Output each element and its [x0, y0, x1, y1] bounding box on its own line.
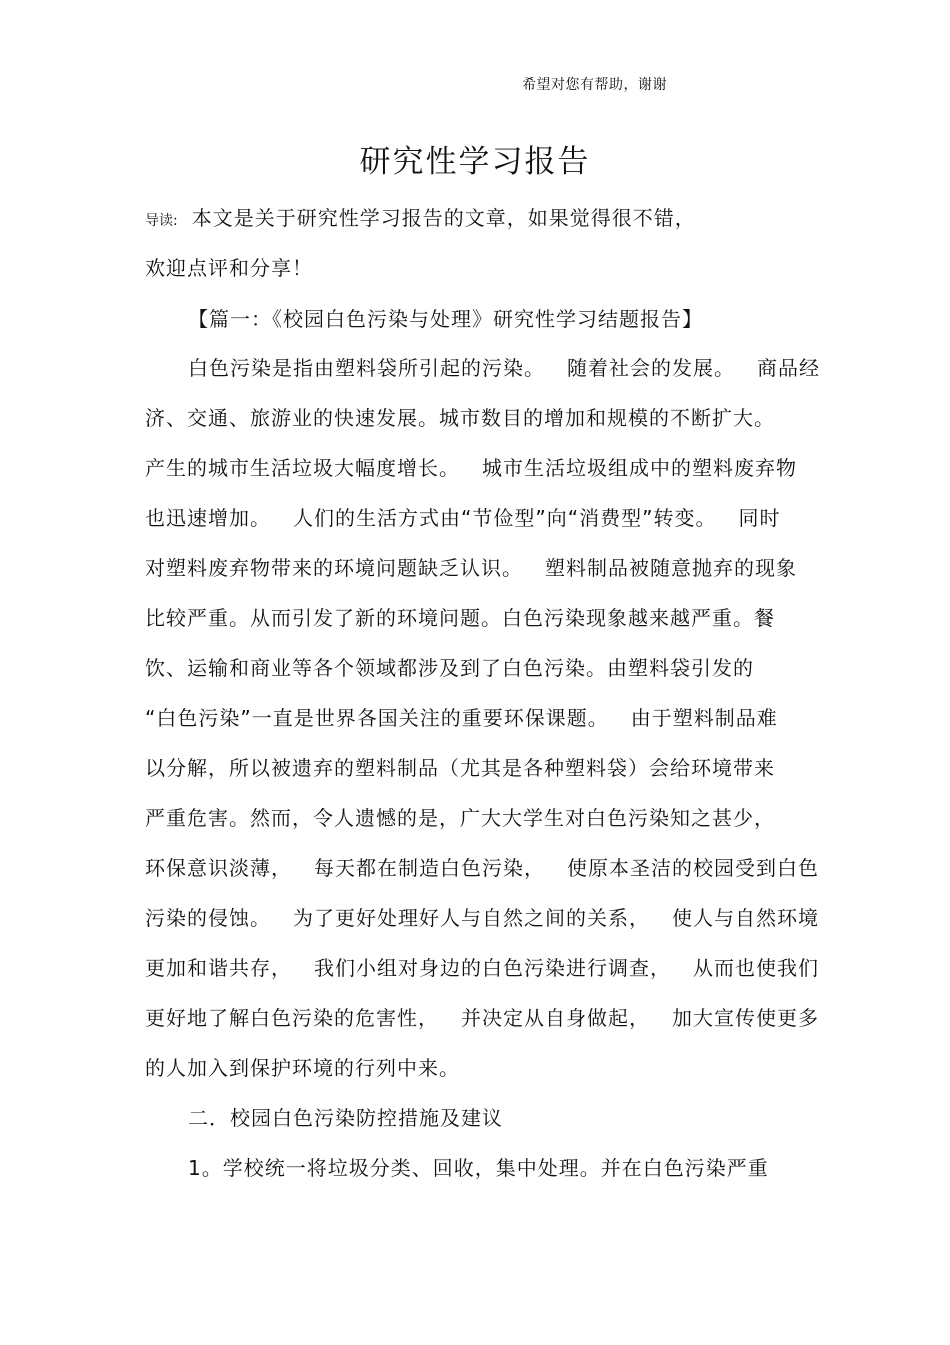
- body-line: [145, 704, 778, 732]
- body-line: [145, 1054, 460, 1082]
- body-line: [145, 504, 780, 532]
- body-text-segment: 人们的生活方式由“节俭型”向“消费型”转变。: [293, 506, 717, 530]
- intro-text-1: 本文是关于研究性学习报告的文章，如果觉得很不错，: [191, 206, 696, 230]
- body-text-segment: 环保意识淡薄，: [145, 856, 292, 880]
- header-note: 希望对您有帮助，谢谢: [522, 77, 667, 93]
- intro-label: 导读:: [145, 213, 178, 229]
- body-line: [145, 804, 775, 832]
- body-line: [145, 404, 775, 432]
- body-line: [145, 904, 819, 932]
- body-text-segment: 使原本圣洁的校园受到白色: [567, 856, 819, 880]
- section-heading: 【篇一：《校园白色污染与处理》研究性学习结题报告】: [188, 307, 703, 331]
- body-text-segment: 同时: [738, 506, 781, 530]
- body-text-segment: 商品经: [757, 356, 820, 380]
- body-text-segment: 也迅速增加。: [145, 506, 271, 530]
- body-text-segment: 每天都在制造白色污染，: [314, 856, 545, 880]
- intro-line-2: 欢迎点评和分享！: [145, 256, 313, 280]
- subheading: 二．校园白色污染防控措施及建议: [188, 1106, 503, 1130]
- body-text-segment: 城市生活垃圾组成中的塑料废弃物: [482, 456, 797, 480]
- body-text-segment: 加大宣传使更多: [672, 1006, 819, 1030]
- body-text-segment: 使人与自然环境: [672, 906, 819, 930]
- body-text-segment: 济、交通、旅游业的快速发展。城市数目的增加和规模的不断扩大。: [145, 406, 775, 430]
- body-text-segment: 塑料制品被随意抛弃的现象: [545, 556, 797, 580]
- body-line: [145, 1004, 819, 1032]
- body-text-segment: 污染的侵蚀。: [145, 906, 271, 930]
- body-line: [145, 654, 754, 682]
- body-line: [145, 754, 775, 782]
- body-text-segment: 由于塑料制品难: [630, 706, 778, 730]
- body-line: [145, 854, 819, 882]
- body-text-segment: 更好地了解白色污染的危害性，: [145, 1006, 439, 1030]
- body-line: [188, 354, 820, 382]
- body-text-segment: 对塑料废弃物带来的环境问题缺乏认识。: [145, 556, 523, 580]
- body-text-segment: 白色污染是指由塑料袋所引起的污染。: [188, 356, 545, 380]
- body-text-segment: 随着社会的发展。: [567, 356, 735, 380]
- intro-line-1: [145, 204, 696, 235]
- body-text-segment: 为了更好处理好人与自然之间的关系，: [293, 906, 650, 930]
- body-text-segment: 更加和谐共存，: [145, 956, 292, 980]
- document-title: 研究性学习报告: [359, 144, 591, 180]
- body-text-segment: 的人加入到保护环境的行列中来。: [145, 1056, 460, 1080]
- body-text-segment: 我们小组对身边的白色污染进行调查，: [314, 956, 671, 980]
- body-line: [145, 954, 819, 982]
- body-line: [145, 554, 797, 582]
- list-item-1: 1。学校统一将垃圾分类、回收，集中处理。并在白色污染严重: [188, 1156, 769, 1180]
- body-text-segment: 饮、运输和商业等各个领域都涉及到了白色污染。由塑料袋引发的: [145, 656, 754, 680]
- body-line: [145, 454, 797, 482]
- body-line: [145, 604, 775, 632]
- body-text-segment: 比较严重。从而引发了新的环境问题。白色污染现象越来越严重。餐: [145, 606, 775, 630]
- body-text-segment: 以分解，所以被遗弃的塑料制品（尤其是各种塑料袋）会给环境带来: [145, 756, 775, 780]
- body-text-segment: 并决定从自身做起，: [461, 1006, 650, 1030]
- body-text-segment: 产生的城市生活垃圾大幅度增长。: [145, 456, 460, 480]
- body-text-segment: “白色污染”一直是世界各国关注的重要环保课题。: [145, 706, 609, 730]
- body-text-segment: 严重危害。然而，令人遗憾的是，广大大学生对白色污染知之甚少，: [145, 806, 775, 830]
- body-text-segment: 从而也使我们: [693, 956, 819, 980]
